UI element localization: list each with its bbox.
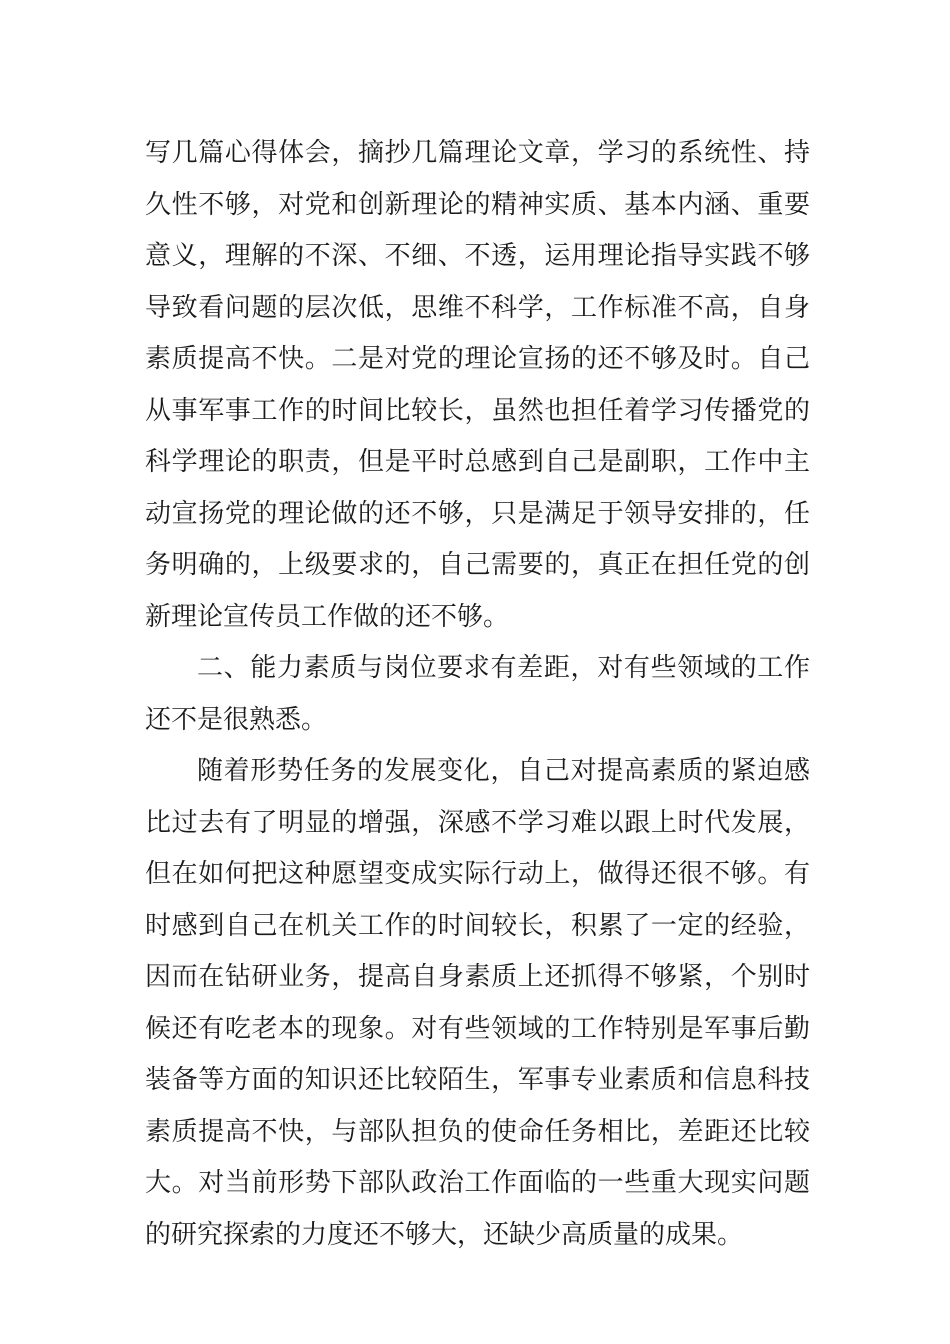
text-line: 因而在钻研业务，提高自身素质上还抓得不够紧，个别时	[145, 962, 810, 992]
text-line: 写几篇心得体会，摘抄几篇理论文章，学习的系统性、持	[145, 138, 810, 168]
text-line: 但在如何把这种愿望变成实际行动上，做得还很不够。有	[145, 859, 810, 889]
text-line: 素质提高不快。二是对党的理论宣扬的还不够及时。自己	[145, 344, 810, 374]
text-line: 动宣扬党的理论做的还不够，只是满足于领导安排的，任	[145, 498, 810, 529]
text-line: 务明确的，上级要求的，自己需要的，真正在担任党的创	[145, 550, 810, 580]
text-line: 装备等方面的知识还比较陌生，军事专业素质和信息科技	[145, 1065, 810, 1095]
text-line: 二、能力素质与岗位要求有差距，对有些领域的工作	[197, 653, 810, 683]
text-line: 科学理论的职责，但是平时总感到自己是副职，工作中主	[145, 447, 810, 477]
text-line: 候还有吃老本的现象。对有些领域的工作特别是军事后勤	[145, 1013, 810, 1044]
document-body	[145, 128, 810, 1261]
text-line: 导致看问题的层次低，思维不科学，工作标准不高，自身	[145, 292, 810, 323]
text-line: 的研究探索的力度还不够大，还缺少高质量的成果。	[145, 1219, 744, 1250]
text-line: 从事军事工作的时间比较长，虽然也担任着学习传播党的	[145, 395, 810, 426]
text-line: 久性不够，对党和创新理论的精神实质、基本内涵、重要	[145, 189, 810, 220]
text-line: 随着形势任务的发展变化，自己对提高素质的紧迫感	[197, 756, 810, 786]
text-line: 大。对当前形势下部队政治工作面临的一些重大现实问题	[145, 1168, 810, 1198]
text-line: 素质提高不快，与部队担负的使命任务相比，差距还比较	[145, 1116, 810, 1147]
text-line: 新理论宣传员工作做的还不够。	[145, 601, 510, 632]
text-line: 意义，理解的不深、不细、不透，运用理论指导实践不够	[145, 241, 810, 271]
text-line: 还不是很熟悉。	[145, 704, 328, 735]
text-line: 时感到自己在机关工作的时间较长，积累了一定的经验，	[145, 910, 810, 941]
text-line: 比过去有了明显的增强，深感不学习难以跟上时代发展，	[145, 807, 810, 838]
